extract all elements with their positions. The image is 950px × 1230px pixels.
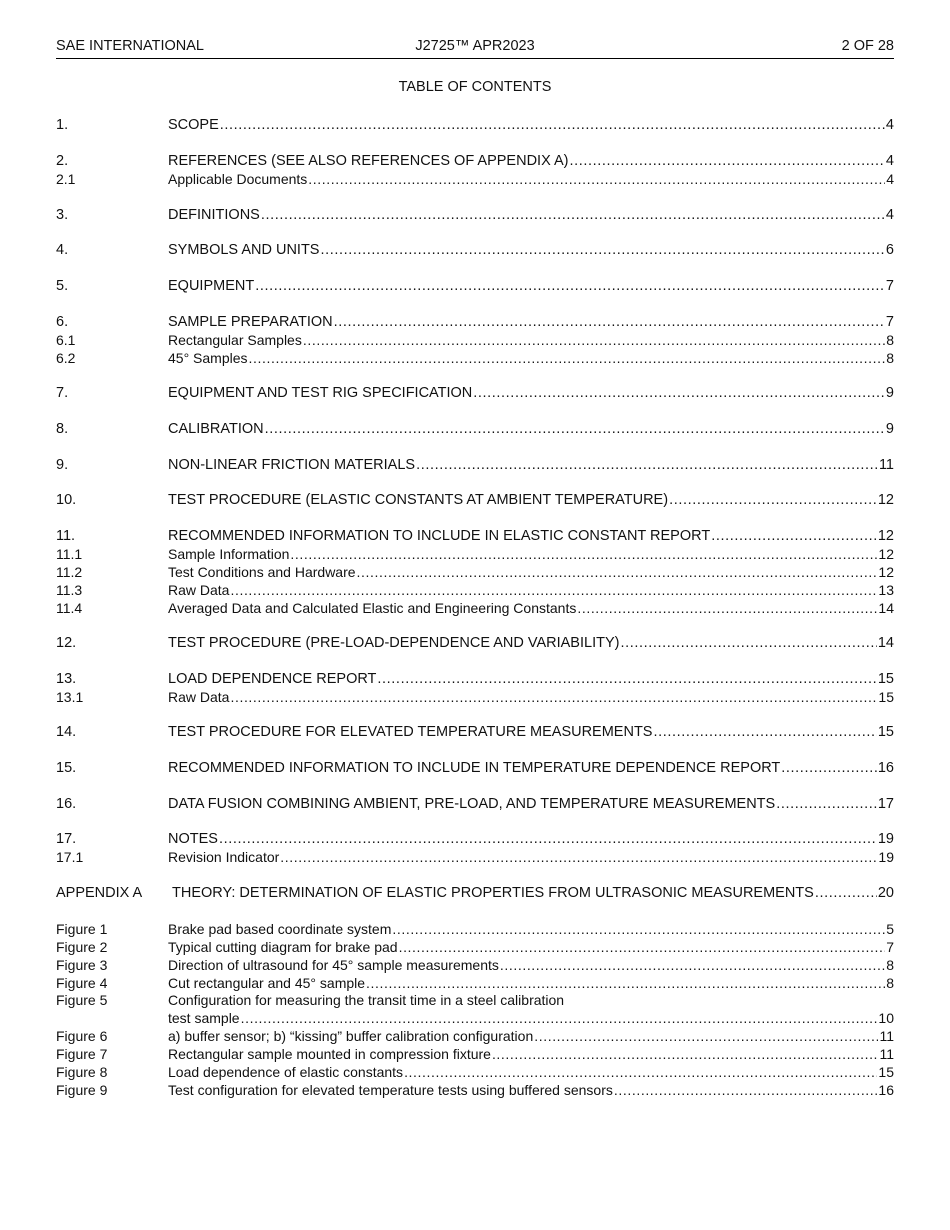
toc-entry-page: 7 bbox=[885, 314, 894, 330]
toc-subentry[interactable] bbox=[56, 349, 894, 367]
toc-subentry[interactable] bbox=[56, 848, 894, 866]
toc-entry-number: 1. bbox=[56, 117, 69, 133]
toc-entry-number: Figure 4 bbox=[56, 975, 108, 991]
toc-entry-title: Brake pad based coordinate system bbox=[168, 921, 392, 937]
toc-entry[interactable] bbox=[56, 491, 894, 509]
toc-entry-number: 13. bbox=[56, 671, 77, 687]
toc-entry-title: Raw Data bbox=[168, 582, 230, 598]
leader-dots bbox=[815, 884, 877, 902]
toc-subentry[interactable] bbox=[56, 599, 894, 617]
toc-entry-number: 11.2 bbox=[56, 564, 83, 580]
toc-figure-entry[interactable] bbox=[56, 1081, 894, 1099]
toc-entry[interactable] bbox=[56, 634, 894, 652]
toc-entry-page: 15 bbox=[877, 671, 894, 687]
toc-entry-page: 14 bbox=[877, 635, 894, 651]
toc-entry-title: SCOPE bbox=[168, 117, 219, 133]
leader-dots bbox=[404, 1063, 877, 1081]
toc-entry-page: 12 bbox=[878, 546, 894, 562]
toc-figure-entry[interactable] bbox=[56, 1063, 894, 1081]
leader-dots bbox=[230, 688, 877, 706]
leader-dots bbox=[334, 313, 885, 331]
toc-entry-number: 17. bbox=[56, 831, 77, 847]
toc-entry-title: Direction of ultrasound for 45° sample measurements bbox=[168, 957, 499, 973]
toc-entry-number: Figure 3 bbox=[56, 957, 108, 973]
toc-entry-title: a) buffer sensor; b) “kissing” buffer calibration configuration bbox=[168, 1028, 534, 1044]
leader-dots bbox=[500, 956, 885, 974]
toc-entry-title: DEFINITIONS bbox=[168, 207, 260, 223]
leader-dots bbox=[473, 384, 885, 402]
leader-dots bbox=[492, 1045, 879, 1063]
toc-entry[interactable] bbox=[56, 723, 894, 741]
toc-entry[interactable] bbox=[56, 277, 894, 295]
toc-entry-number: Figure 1 bbox=[56, 921, 108, 937]
toc-entry-page: 7 bbox=[886, 939, 894, 955]
leader-dots bbox=[249, 349, 886, 367]
toc-entry[interactable] bbox=[56, 152, 894, 170]
toc-entry[interactable] bbox=[56, 670, 894, 688]
toc-entry[interactable] bbox=[56, 456, 894, 474]
toc-figure-entry[interactable] bbox=[56, 974, 894, 992]
toc-entry-title: test sample bbox=[168, 1010, 240, 1026]
toc-entry[interactable] bbox=[56, 116, 894, 134]
leader-dots bbox=[308, 170, 885, 188]
toc-entry-title: Sample Information bbox=[168, 546, 290, 562]
toc-entry[interactable] bbox=[56, 830, 894, 848]
toc-entry-page: 15 bbox=[878, 689, 894, 705]
toc-entry-page: 15 bbox=[878, 1064, 894, 1080]
toc-entry-title: SYMBOLS AND UNITS bbox=[168, 242, 320, 258]
toc-entry-number: 6.1 bbox=[56, 332, 76, 348]
leader-dots bbox=[377, 670, 876, 688]
toc-entry[interactable] bbox=[56, 527, 894, 545]
toc-entry-title: CALIBRATION bbox=[168, 421, 264, 437]
leader-dots bbox=[219, 830, 877, 848]
toc-entry-page: 12 bbox=[877, 492, 894, 508]
toc-entry-title: Cut rectangular and 45° sample bbox=[168, 975, 366, 991]
leader-dots bbox=[399, 938, 886, 956]
toc-entry-page: 9 bbox=[885, 385, 894, 401]
toc-entry-page: 14 bbox=[878, 600, 894, 616]
toc-entry-title: RECOMMENDED INFORMATION TO INCLUDE IN ELASTIC CONSTANT REPORT bbox=[168, 528, 711, 544]
toc-figure-entry[interactable] bbox=[56, 991, 894, 1009]
leader-dots bbox=[711, 527, 877, 545]
leader-dots bbox=[776, 795, 877, 813]
leader-dots bbox=[577, 599, 877, 617]
toc-entry-page: 16 bbox=[877, 760, 894, 776]
toc-entry-page: 19 bbox=[877, 831, 894, 847]
toc-entry-title: Test Conditions and Hardware bbox=[168, 564, 356, 580]
toc-entry-page: 5 bbox=[886, 921, 894, 937]
toc-entry-page: 15 bbox=[877, 724, 894, 740]
leader-dots bbox=[255, 277, 885, 295]
toc-appendix-entry[interactable] bbox=[56, 884, 894, 902]
leader-dots bbox=[290, 545, 877, 563]
leader-dots bbox=[261, 206, 885, 224]
leader-dots bbox=[534, 1027, 878, 1045]
toc-figure-entry[interactable] bbox=[56, 1027, 894, 1045]
toc-entry-title: EQUIPMENT AND TEST RIG SPECIFICATION bbox=[168, 385, 473, 401]
leader-dots bbox=[230, 581, 877, 599]
toc-entry-number: 3. bbox=[56, 207, 69, 223]
toc-entry-number: 10. bbox=[56, 492, 77, 508]
toc-entry-title: Raw Data bbox=[168, 689, 230, 705]
toc-entry-page: 4 bbox=[886, 171, 894, 187]
toc-entry-title: DATA FUSION COMBINING AMBIENT, PRE-LOAD, AND TEMPERATURE MEASUREMENTS bbox=[168, 796, 776, 812]
leader-dots bbox=[357, 563, 878, 581]
leader-dots bbox=[366, 974, 885, 992]
toc-entry-page: 8 bbox=[886, 332, 894, 348]
leader-dots bbox=[569, 152, 884, 170]
leader-dots bbox=[620, 634, 876, 652]
toc-figure-entry[interactable] bbox=[56, 920, 894, 938]
toc-figure-entry-continuation[interactable] bbox=[56, 1009, 894, 1027]
toc-entry-page: 9 bbox=[885, 421, 894, 437]
toc-entry-page: 11 bbox=[878, 457, 894, 473]
toc-entry-number: Figure 9 bbox=[56, 1082, 108, 1098]
toc-entry-title: REFERENCES (SEE ALSO REFERENCES OF APPENDIX A) bbox=[168, 153, 569, 169]
toc-entry[interactable] bbox=[56, 759, 894, 777]
toc-entry-page: 7 bbox=[885, 278, 894, 294]
toc-entry-number: 6. bbox=[56, 314, 69, 330]
toc-entry-title: TEST PROCEDURE FOR ELEVATED TEMPERATURE MEASUREMENTS bbox=[168, 724, 653, 740]
toc-entry-number: 7. bbox=[56, 385, 69, 401]
toc-entry[interactable] bbox=[56, 206, 894, 224]
toc-entry-page: 4 bbox=[885, 117, 894, 133]
toc-entry[interactable] bbox=[56, 313, 894, 331]
toc-entry-title: EQUIPMENT bbox=[168, 278, 255, 294]
toc-entry-number: 11. bbox=[56, 528, 76, 544]
toc-entry-number: 17.1 bbox=[56, 849, 84, 865]
toc-entry-title: Rectangular Samples bbox=[168, 332, 302, 348]
toc-entry-page: 13 bbox=[878, 582, 894, 598]
leader-dots bbox=[669, 491, 877, 509]
toc-entry-title: LOAD DEPENDENCE REPORT bbox=[168, 671, 377, 687]
toc-entry[interactable] bbox=[56, 420, 894, 438]
toc-entry-number: APPENDIX A bbox=[56, 885, 143, 901]
toc-entry[interactable] bbox=[56, 241, 894, 259]
toc-entry-title: Averaged Data and Calculated Elastic and Engineering Constants bbox=[168, 600, 577, 616]
toc-entry-number: 11.4 bbox=[56, 600, 83, 616]
toc-entry-number: 9. bbox=[56, 457, 69, 473]
toc-figure-entry[interactable] bbox=[56, 938, 894, 956]
toc-entry-title: Load dependence of elastic constants bbox=[168, 1064, 404, 1080]
toc-entry-number: 16. bbox=[56, 796, 77, 812]
leader-dots bbox=[781, 759, 877, 777]
toc-entry-page: 10 bbox=[878, 1010, 894, 1026]
toc-entry-title: Test configuration for elevated temperature tests using buffered sensors bbox=[168, 1082, 613, 1098]
toc-entry-number: Figure 7 bbox=[56, 1046, 108, 1062]
toc-entry-title: Applicable Documents bbox=[168, 171, 308, 187]
toc-entry-page: 20 bbox=[877, 885, 894, 901]
toc-entry[interactable] bbox=[56, 384, 894, 402]
toc-entry-page: 8 bbox=[886, 350, 894, 366]
toc-entry-page: 16 bbox=[878, 1082, 894, 1098]
leader-dots bbox=[303, 331, 885, 349]
toc-subentry[interactable] bbox=[56, 170, 894, 188]
toc-entry-page: 6 bbox=[885, 242, 894, 258]
publisher-name: SAE INTERNATIONAL bbox=[56, 38, 204, 54]
toc-entry-number: Figure 2 bbox=[56, 939, 108, 955]
toc-entry-title: Rectangular sample mounted in compression fixture bbox=[168, 1046, 491, 1062]
toc-entry-number: 5. bbox=[56, 278, 69, 294]
leader-dots bbox=[220, 116, 885, 134]
toc-entry-page: 8 bbox=[886, 975, 894, 991]
toc-entry-number: Figure 6 bbox=[56, 1028, 108, 1044]
toc-entry-number: 6.2 bbox=[56, 350, 76, 366]
leader-dots bbox=[392, 920, 885, 938]
toc-entry-page: 4 bbox=[885, 207, 894, 223]
toc-entry-title: THEORY: DETERMINATION OF ELASTIC PROPERTIES FROM ULTRASONIC MEASUREMENTS bbox=[172, 885, 814, 901]
page-number: 2 OF 28 bbox=[841, 38, 894, 54]
toc-entry-title: TEST PROCEDURE (ELASTIC CONSTANTS AT AMBIENT TEMPERATURE) bbox=[168, 492, 669, 508]
toc-entry-number: Figure 8 bbox=[56, 1064, 108, 1080]
toc-entry-number: 15. bbox=[56, 760, 77, 776]
toc-entry[interactable] bbox=[56, 795, 894, 813]
toc-figure-entry[interactable] bbox=[56, 1045, 894, 1063]
toc-entry-title: Revision Indicator bbox=[168, 849, 280, 865]
toc-entry-number: 4. bbox=[56, 242, 69, 258]
toc-entry-number: 8. bbox=[56, 421, 69, 437]
toc-entry-page: 8 bbox=[886, 957, 894, 973]
toc-entry-title: SAMPLE PREPARATION bbox=[168, 314, 333, 330]
toc-entry-page: 11 bbox=[879, 1046, 894, 1062]
toc-entry-page: 11 bbox=[879, 1028, 894, 1044]
toc-entry-page: 19 bbox=[878, 849, 894, 865]
toc-subentry[interactable] bbox=[56, 688, 894, 706]
toc-entry-number: 2. bbox=[56, 153, 69, 169]
toc-entry-title: Typical cutting diagram for brake pad bbox=[168, 939, 398, 955]
leader-dots bbox=[614, 1081, 878, 1099]
toc-entry-title: RECOMMENDED INFORMATION TO INCLUDE IN TEMPERATURE DEPENDENCE REPORT bbox=[168, 760, 781, 776]
leader-dots bbox=[416, 456, 878, 474]
toc-entry-title: 45° Samples bbox=[168, 350, 248, 366]
toc-entry-page: 4 bbox=[885, 153, 894, 169]
toc-subentry[interactable] bbox=[56, 331, 894, 349]
toc-entry-title: Configuration for measuring the transit time in a steel calibration bbox=[168, 992, 565, 1008]
toc-entry-page: 17 bbox=[877, 796, 894, 812]
page-header bbox=[56, 38, 894, 59]
toc-entry-page: 12 bbox=[878, 564, 894, 580]
toc-entry-number: 11.3 bbox=[56, 582, 83, 598]
toc-subentry[interactable] bbox=[56, 581, 894, 599]
toc-entry-title: NON-LINEAR FRICTION MATERIALS bbox=[168, 457, 416, 473]
toc-entry-page: 12 bbox=[877, 528, 894, 544]
leader-dots bbox=[280, 848, 877, 866]
toc-entry-number: 12. bbox=[56, 635, 77, 651]
toc-entry-number: 14. bbox=[56, 724, 77, 740]
leader-dots bbox=[320, 241, 884, 259]
toc-entry-number: Figure 5 bbox=[56, 992, 108, 1008]
toc-entry-title: TEST PROCEDURE (PRE-LOAD-DEPENDENCE AND VARIABILITY) bbox=[168, 635, 620, 651]
toc-entry-number: 13.1 bbox=[56, 689, 84, 705]
toc-entry-title: NOTES bbox=[168, 831, 218, 847]
toc-title: TABLE OF CONTENTS bbox=[398, 79, 552, 95]
leader-dots bbox=[265, 420, 885, 438]
document-id: J2725™ APR2023 bbox=[415, 38, 535, 54]
leader-dots bbox=[653, 723, 876, 741]
toc-entry-number: 2.1 bbox=[56, 171, 76, 187]
toc-subentry[interactable] bbox=[56, 563, 894, 581]
toc-entry-number: 11.1 bbox=[56, 546, 83, 562]
toc-figure-entry[interactable] bbox=[56, 956, 894, 974]
leader-dots bbox=[241, 1009, 878, 1027]
toc-subentry[interactable] bbox=[56, 545, 894, 563]
